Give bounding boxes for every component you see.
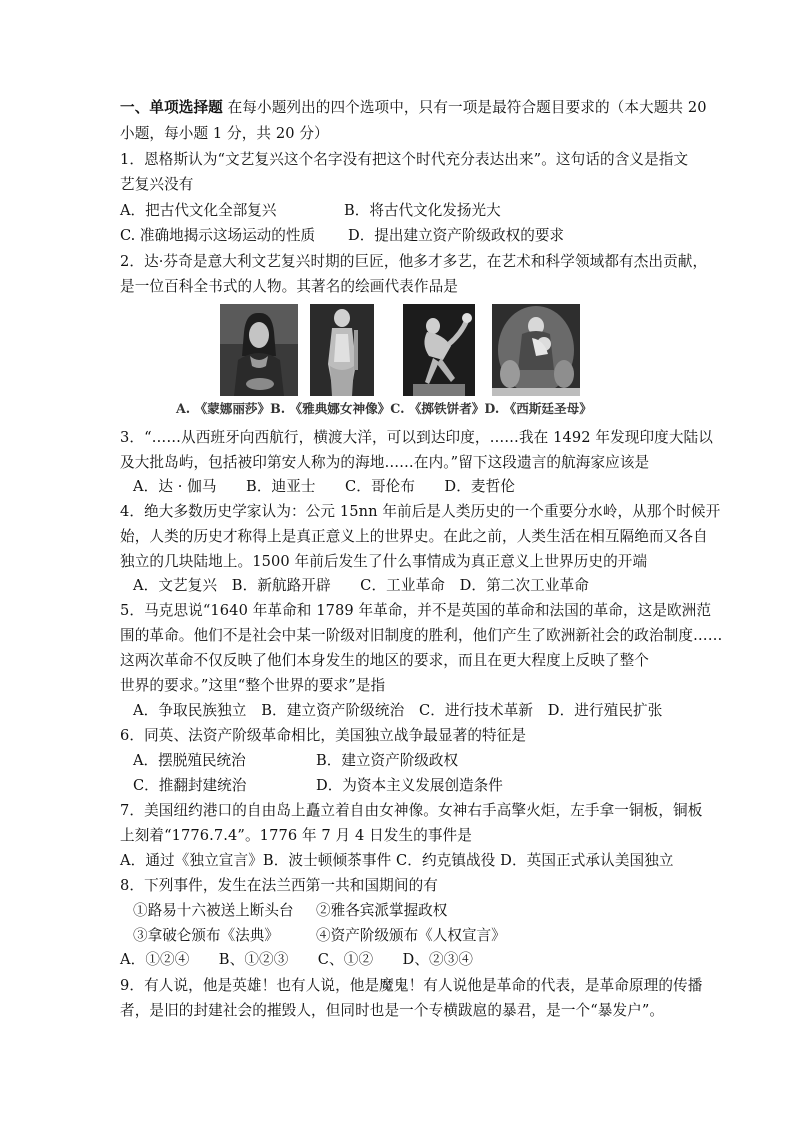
q8-item-2: ②雅各宾派掌握政权 xyxy=(316,902,448,919)
q4-options: A．文艺复兴 B．新航路开辟 C．工业革命 D．第二次工业革命 xyxy=(133,577,589,594)
q6-option-b: B．建立资产阶级政权 xyxy=(316,752,459,769)
q5-stem-line-2: 围的革命。他们不是社会中某一阶级对旧制度的胜利，他们产生了欧洲新社会的政治制度…… xyxy=(120,627,723,644)
q5-stem-line-4: 世界的要求。”这里“整个世界的要求”是指 xyxy=(120,677,386,694)
q8-item-1: ①路易十六被送上断头台 xyxy=(133,902,294,919)
q3-stem-line-2: 及大批岛屿，包括被印第安人称为的海地……在内。”留下这段遗言的航海家应该是 xyxy=(120,454,650,471)
q6-stem-line-1: 6．同英、法资产阶级革命相比，美国独立战争最显著的特征是 xyxy=(120,727,527,744)
q8-item-3: ③拿破仑颁布《法典》 xyxy=(133,927,279,944)
q1-stem-line-1: 1．恩格斯认为“文艺复兴这个名字没有把这个时代充分表达出来”。这句话的含义是指文 xyxy=(120,151,689,168)
section-intro-line-2: 小题，每小题 1 分，共 20 分） xyxy=(120,125,329,142)
q7-stem-line-2: 上刻着“1776.7.4”。1776 年 7 月 4 日发生的事件是 xyxy=(120,827,472,844)
q1-option-a: A．把古代文化全部复兴 xyxy=(120,202,277,219)
section-instructions: 在每小题列出的四个选项中，只有一项是最符合题目要求的（本大题共 20 xyxy=(227,99,707,116)
q5-stem-line-3: 这两次革命不仅反映了他们本身发生的地区的要求，而且在更大程度上反映了整个 xyxy=(120,652,649,669)
q8-item-4: ④资产阶级颁布《人权宣言》 xyxy=(316,927,506,944)
q6-option-c: C．推翻封建统治 xyxy=(133,777,247,794)
section-heading: 一、单项选择题 xyxy=(120,99,223,116)
discus-thrower-image xyxy=(403,304,475,396)
q9-stem-line-2: 者，是旧的封建社会的摧毁人，但同时也是一个专横跋扈的暴君，是一个“暴发户”。 xyxy=(120,1002,665,1019)
artwork-options-caption: A. 《蒙娜丽莎》B. 《雅典娜女神像》C. 《掷铁饼者》D. 《西斯廷圣母》 xyxy=(176,401,592,416)
q9-stem-line-1: 9．有人说，他是英雄！也有人说，他是魔鬼！有人说他是革命的代表，是革命原理的传播 xyxy=(120,977,703,994)
mona-lisa-image xyxy=(220,304,298,396)
q1-option-c: C. 准确地揭示这场运动的性质 xyxy=(120,227,316,244)
artwork-images xyxy=(220,304,580,396)
q8-stem-line-1: 8．下列事件，发生在法兰西第一共和国期间的有 xyxy=(120,877,438,894)
q7-options: A．通过《独立宣言》B．波士顿倾茶事件 C．约克镇战役 D．英国正式承认美国独立 xyxy=(120,852,674,869)
q5-stem-line-1: 5．马克思说“1640 年革命和 1789 年革命，并不是英国的革命和法国的革命，这是欧洲范 xyxy=(120,602,712,619)
q3-stem-line-1: 3．“……从西班牙向西航行，横渡大洋，可以到达印度，……我在 1492 年发现印度大陆以 xyxy=(120,429,713,446)
q1-option-b: B．将古代文化发扬光大 xyxy=(344,202,501,219)
q1-stem-line-2: 艺复兴没有 xyxy=(120,176,194,193)
athena-statue-image xyxy=(310,304,374,396)
q4-stem-line-1: 4．绝大多数历史学家认为：公元 15nn 年前后是人类历史的一个重要分水岭，从那个时候开 xyxy=(120,503,721,520)
q6-option-a: A．摆脱殖民统治 xyxy=(133,752,246,769)
q1-option-d: D．提出建立资产阶级政权的要求 xyxy=(348,227,565,244)
q8-options: A．①②④ B、①②③ C、①② D、②③④ xyxy=(120,951,474,968)
q2-stem-line-2: 是一位百科全书式的人物。其著名的绘画代表作品是 xyxy=(120,278,458,295)
q2-stem-line-1: 2．达·芬奇是意大利文艺复兴时期的巨匠，他多才多艺，在艺术和科学领域都有杰出贡献， xyxy=(120,253,708,270)
q7-stem-line-1: 7．美国纽约港口的自由岛上矗立着自由女神像。女神右手高擎火炬，左手拿一铜板，铜板 xyxy=(120,802,703,819)
q4-stem-line-3: 独立的几块陆地上。1500 年前后发生了什么事情成为真正意义上世界历史的开端 xyxy=(120,553,648,570)
q6-option-d: D．为资本主义发展创造条件 xyxy=(316,777,503,794)
q3-options: A．达 · 伽马 B．迪亚士 C．哥伦布 D．麦哲伦 xyxy=(133,478,516,495)
q4-stem-line-2: 始，人类的历史才称得上是真正意义上的世界史。在此之前，人类生活在相互隔绝而又各自 xyxy=(120,528,708,545)
q5-options: A．争取民族独立 B．建立资产阶级统治 C．进行技术革新 D．进行殖民扩张 xyxy=(133,702,663,719)
section-intro-line-1 xyxy=(120,98,707,118)
sistine-madonna-image xyxy=(492,304,580,396)
